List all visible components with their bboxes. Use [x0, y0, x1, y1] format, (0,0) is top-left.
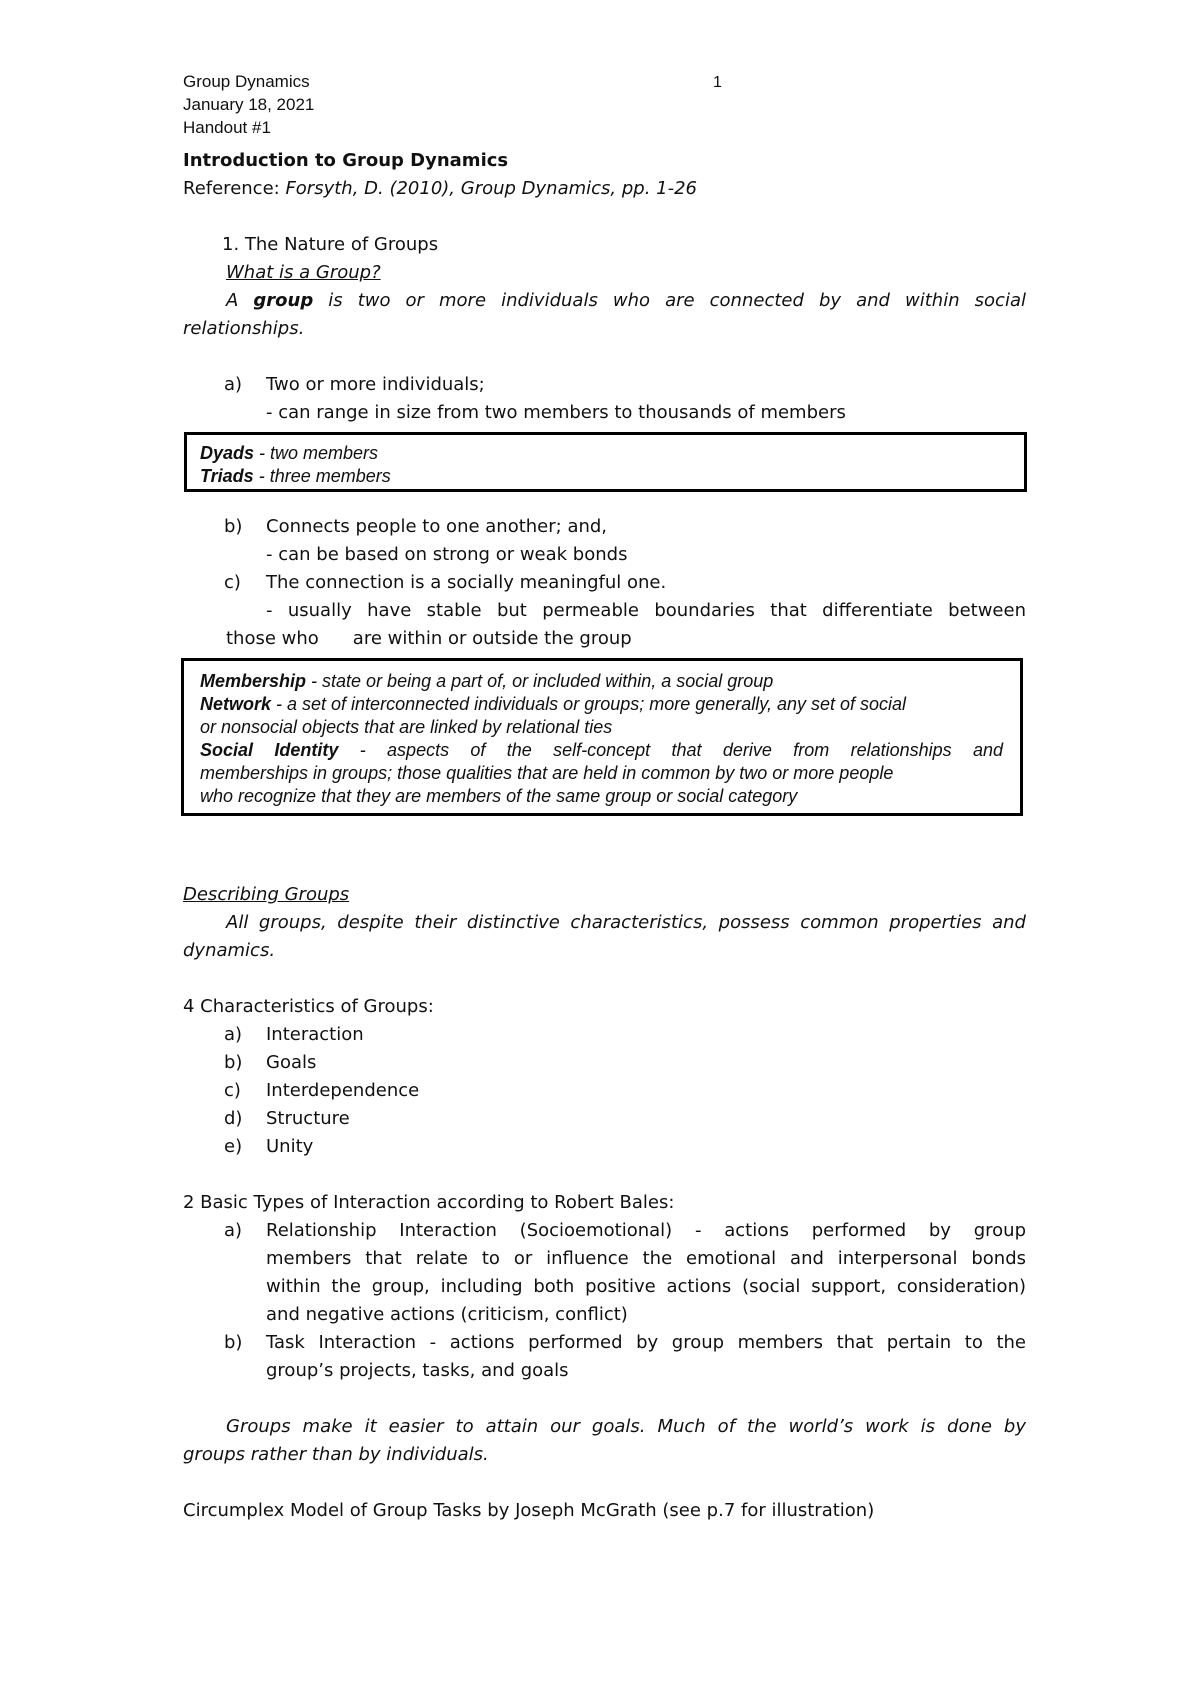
closing-line2: groups rather than by individuals.	[183, 1444, 489, 1465]
interaction-heading: 2 Basic Types of Interaction according to Robert Bales:	[183, 1192, 675, 1213]
interaction-a-line3: within the group, including both positive actions (social support, consideration)	[266, 1276, 1026, 1297]
network-term: Network	[200, 694, 272, 714]
triads-term: Triads	[200, 466, 254, 486]
dyads-definition: - two members	[254, 443, 379, 463]
group-definition	[183, 290, 1026, 312]
list-item	[224, 572, 666, 594]
membership-definition: - state or being a part of, or included within, a social group	[306, 671, 774, 691]
describing-line1: All groups, despite their distinctive characteristics, possess common properties and	[226, 912, 1026, 933]
list-text: Two or more individuals;	[266, 374, 485, 395]
definitions-box	[181, 658, 1023, 816]
list-item	[224, 1108, 350, 1130]
list-text: Unity	[266, 1136, 314, 1157]
list-label: b)	[224, 1052, 243, 1073]
section-subheading: What is a Group?	[226, 262, 381, 283]
social-identity-definition-line3: who recognize that they are members of the same group or social category	[200, 786, 798, 806]
list-label: d)	[224, 1108, 243, 1129]
course-name: Group Dynamics	[183, 72, 310, 91]
list-text: Structure	[266, 1108, 350, 1129]
list-label: c)	[224, 1080, 241, 1101]
interaction-label-b: b)	[224, 1332, 243, 1353]
list-item	[224, 1052, 316, 1074]
dyads-triads-box	[184, 432, 1027, 492]
subtext-part-b: are within or outside the group	[352, 628, 632, 649]
describing-line2: dynamics.	[183, 940, 276, 961]
list-text: Connects people to one another; and,	[266, 516, 608, 537]
list-item	[224, 1024, 364, 1046]
section-heading: 1. The Nature of Groups	[222, 234, 439, 255]
list-subtext: - can be based on strong or weak bonds	[266, 544, 628, 565]
describing-heading: Describing Groups	[183, 884, 350, 905]
list-label: a)	[224, 374, 243, 395]
reference-citation: Forsyth, D. (2010), Group Dynamics, pp. 1-26	[285, 178, 698, 199]
definition-prefix: A	[226, 290, 254, 311]
subtext-part-a: those who	[226, 628, 319, 649]
interaction-a-line1: Relationship Interaction (Socioemotional) - actions performed by group	[266, 1220, 1026, 1241]
circumplex-line: Circumplex Model of Group Tasks by Joseph McGrath (see p.7 for illustration)	[183, 1500, 875, 1521]
network-definition: - a set of interconnected individuals or groups; more generally, any set of social	[271, 694, 907, 714]
interaction-a-line2: members that relate to or influence the emotional and interpersonal bonds	[266, 1248, 1026, 1269]
page-header	[183, 70, 314, 139]
list-subtext: - usually have stable but permeable boundaries that differentiate between	[266, 600, 1026, 621]
list-item	[224, 374, 485, 396]
list-label: c)	[224, 572, 241, 593]
membership-row	[200, 670, 1003, 693]
interaction-label-a: a)	[224, 1220, 243, 1241]
interaction-b-line1: Task Interaction - actions performed by group members that pertain to the	[266, 1332, 1026, 1353]
list-item	[224, 516, 607, 538]
social-identity-definition: - aspects of the self-concept that derive from relationships and	[338, 740, 1003, 760]
handout-date: January 18, 2021	[183, 95, 315, 114]
membership-term: Membership	[200, 671, 307, 691]
definition-body: is two or more individuals who are connected by and within social	[313, 290, 1026, 311]
dyads-row	[200, 442, 1011, 465]
list-item	[224, 1136, 313, 1158]
list-label: e)	[224, 1136, 243, 1157]
list-text: Interdependence	[266, 1080, 420, 1101]
closing-line1: Groups make it easier to attain our goals. Much of the world’s work is done by	[226, 1416, 1026, 1437]
interaction-a-line4: and negative actions (criticism, conflict)	[266, 1304, 628, 1325]
list-text: Interaction	[266, 1024, 364, 1045]
triads-row	[200, 465, 1011, 488]
list-text: The connection is a socially meaningful one.	[266, 572, 667, 593]
reference-line	[183, 178, 697, 200]
social-identity-row	[200, 739, 1003, 762]
list-label: b)	[224, 516, 243, 537]
list-label: a)	[224, 1024, 243, 1045]
group-definition-line2: relationships.	[183, 318, 305, 339]
network-row	[200, 693, 1003, 716]
list-item	[224, 1080, 419, 1102]
social-identity-definition-line2: memberships in groups; those qualities that are held in common by two or more people	[200, 763, 894, 783]
list-text: Goals	[266, 1052, 317, 1073]
definition-term: group	[253, 290, 314, 311]
document-title: Introduction to Group Dynamics	[183, 150, 509, 171]
dyads-term: Dyads	[200, 443, 255, 463]
social-identity-term: Social Identity	[200, 740, 339, 760]
list-subtext-continued	[226, 628, 632, 650]
page-number: 1	[713, 74, 722, 91]
network-definition-line2: or nonsocial objects that are linked by relational ties	[200, 717, 613, 737]
characteristics-heading: 4 Characteristics of Groups:	[183, 996, 434, 1017]
list-subtext: - can range in size from two members to thousands of members	[266, 402, 846, 423]
reference-label: Reference:	[183, 178, 286, 199]
interaction-b-line2: group’s projects, tasks, and goals	[266, 1360, 569, 1381]
triads-definition: - three members	[253, 466, 391, 486]
handout-number: Handout #1	[183, 118, 271, 137]
